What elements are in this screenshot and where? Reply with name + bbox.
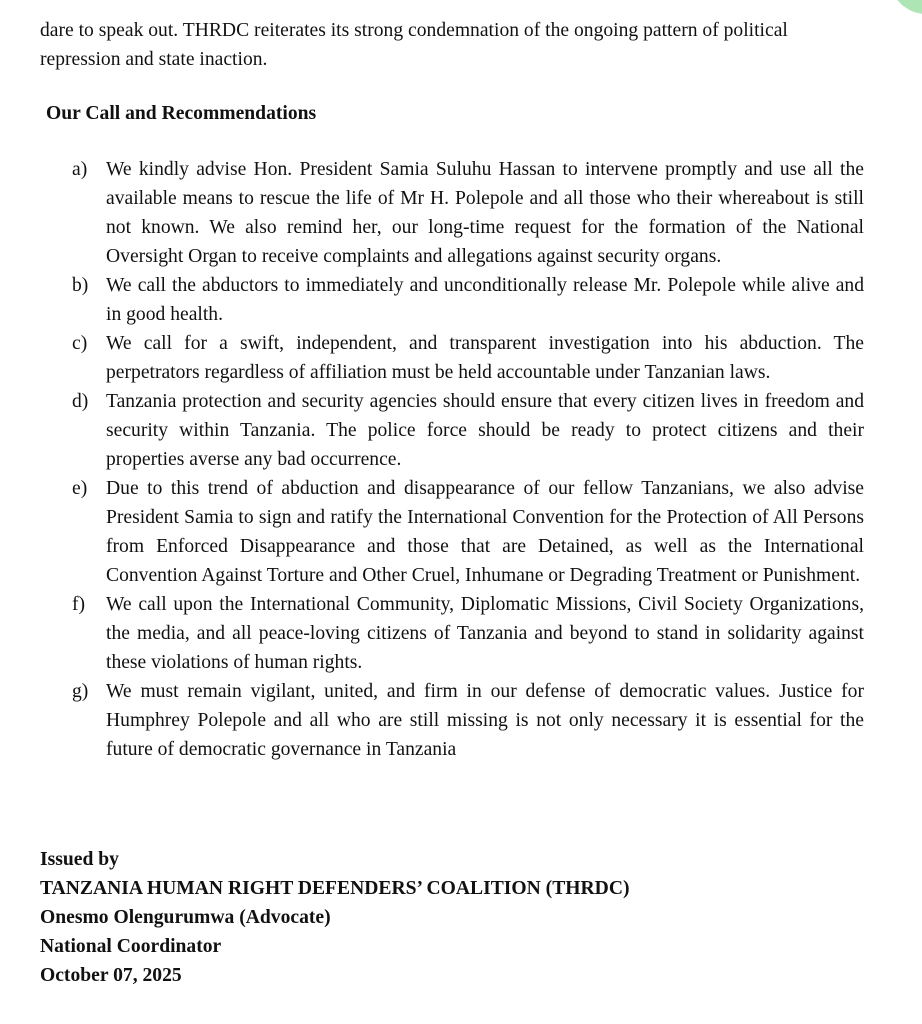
signature-block — [40, 845, 630, 990]
signatory-title: National Coordinator — [40, 936, 222, 957]
recommendation-marker: a) — [72, 159, 88, 180]
recommendation-text: We must remain vigilant, united, and firm in our defense of democratic values. Justice for Humphrey Polepole and all who are still missing is not only necessary it is essential for the future of democratic governance in Tanzania — [106, 681, 864, 760]
organization-name: TANZANIA HUMAN RIGHT DEFENDERS’ COALITION (THRDC) — [40, 878, 630, 899]
recommendation-text: We call upon the International Community, Diplomatic Missions, Civil Society Organizations, the media, and all peace-loving citizens of Tanzania and beyond to stand in solidarity against these violations of human rights. — [106, 594, 864, 673]
recommendation-marker: e) — [72, 478, 88, 499]
corner-decoration — [890, 0, 922, 14]
recommendation-marker: b) — [72, 275, 89, 296]
recommendation-marker: g) — [72, 681, 89, 702]
recommendation-text: We kindly advise Hon. President Samia Suluhu Hassan to intervene promptly and use all the available means to rescue the life of Mr H. Polepole and all those who their whereabout is still not known. We also remind her, our long-time request for the formation of the National Oversight Organ to receive complaints and allegations against security organs. — [106, 159, 864, 267]
intro-paragraph: dare to speak out. THRDC reiterates its strong condemnation of the ongoing pattern of political repression and state inaction. — [40, 20, 788, 70]
recommendation-item-b — [64, 271, 864, 329]
recommendation-marker: d) — [72, 391, 89, 412]
recommendation-item-c — [64, 329, 864, 387]
recommendation-item-f — [64, 590, 864, 677]
recommendation-text: Due to this trend of abduction and disappearance of our fellow Tanzanians, we also advise President Samia to sign and ratify the International Convention for the Protection of All Persons from Enforced Disappearance and those that are Detained, as well as the International Convention Against Torture and Other Cruel, Inhumane or Degrading Treatment or Punishment. — [106, 478, 864, 586]
recommendation-text: We call the abductors to immediately and unconditionally release Mr. Polepole while alive and in good health. — [106, 275, 864, 325]
issued-by-label: Issued by — [40, 849, 119, 870]
recommendation-item-d — [64, 387, 864, 474]
recommendation-item-e — [64, 474, 864, 590]
signatory-name: Onesmo Olengurumwa (Advocate) — [40, 907, 331, 928]
recommendations-list — [64, 155, 864, 764]
issue-date: October 07, 2025 — [40, 965, 182, 986]
recommendation-marker: f) — [72, 594, 86, 615]
recommendation-marker: c) — [72, 333, 88, 354]
recommendation-item-a — [64, 155, 864, 271]
recommendation-text: We call for a swift, independent, and transparent investigation into his abduction. The perpetrators regardless of affiliation must be held accountable under Tanzanian laws. — [106, 333, 864, 383]
recommendation-text: Tanzania protection and security agencies should ensure that every citizen lives in freedom and security within Tanzania. The police force should be ready to protect citizens and their properties averse any bad occurrence. — [106, 391, 864, 470]
section-heading: Our Call and Recommendations — [46, 103, 317, 124]
recommendation-item-g — [64, 677, 864, 764]
